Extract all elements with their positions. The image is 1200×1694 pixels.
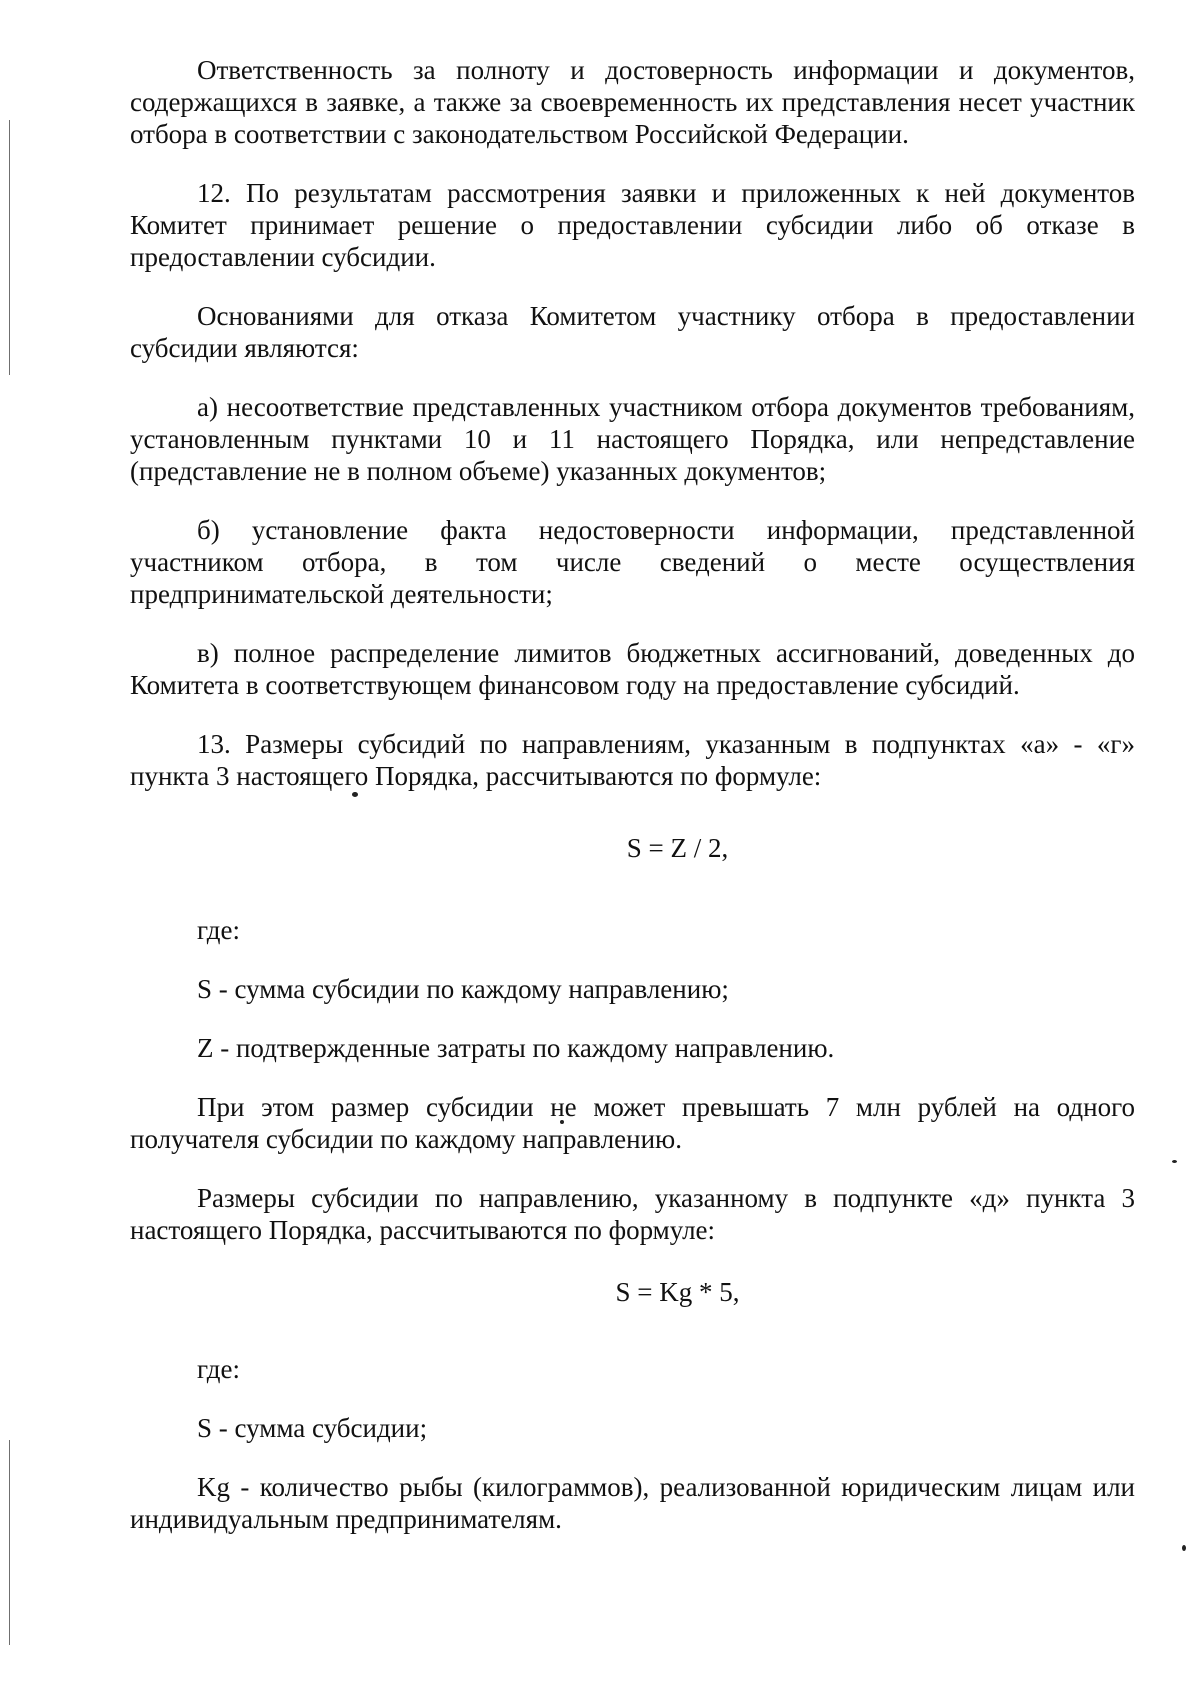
formula-s-equals-z-div-2: S = Z / 2, — [626, 833, 729, 863]
definition-kg: Kg - количество рыбы (килограммов), реализованной юридическим лицам или индивидуальным предпринимателям. — [130, 1472, 1135, 1534]
paragraph-refusal-b: б) установление факта недостоверности информации, представленной участником отбора, в том числе сведений о месте осуществления предпринимательской деятельности; — [130, 515, 1135, 609]
paragraph-12-decision: 12. По результатам рассмотрения заявки и приложенных к ней документов Комитет принимает решение о предоставлении субсидии либо об отказе в предоставлении субсидии. — [130, 178, 1135, 272]
definition-z: Z - подтвержденные затраты по каждому направлению. — [197, 1033, 835, 1063]
scan-speck — [1172, 1160, 1177, 1163]
paragraph-max-subsidy: При этом размер субсидии не может превышать 7 млн рублей на одного получателя субсидии по каждому направлению. — [130, 1092, 1135, 1154]
where-label: где: — [197, 1354, 240, 1384]
left-margin-line-bottom — [9, 1440, 10, 1645]
paragraph-grounds-for-refusal: Основаниями для отказа Комитетом участнику отбора в предоставлении субсидии являются: — [130, 301, 1135, 363]
formula-s-equals-kg-times-5: S = Kg * 5, — [615, 1277, 740, 1307]
paragraph-13-subsidy-size: 13. Размеры субсидий по направлениям, указанным в подпунктах «а» - «г» пункта 3 настоящего Порядка, рассчитываются по формуле: — [130, 729, 1135, 791]
document-body — [130, 54, 1135, 1562]
scan-speck — [1182, 1545, 1186, 1551]
where-label: где: — [197, 915, 240, 945]
paragraph-subsidy-d: Размеры субсидии по направлению, указанному в подпункте «д» пункта 3 настоящего Порядка, рассчитываются по формуле: — [130, 1183, 1135, 1245]
paragraph-refusal-a: а) несоответствие представленных участником отбора документов требованиям, установленным пунктами 10 и 11 настоящего Порядка, или непредставление (представление не в полном объеме) указанных документов; — [130, 392, 1135, 486]
paragraph-refusal-c: в) полное распределение лимитов бюджетных ассигнований, доведенных до Комитета в соответствующем финансовом году на предоставление субсидий. — [130, 638, 1135, 700]
left-margin-line-top — [9, 120, 10, 375]
definition-s: S - сумма субсидии; — [197, 1413, 428, 1443]
paragraph-responsibility: Ответственность за полноту и достоверность информации и документов, содержащихся в заявке, а также за своевременность их представления несет участник отбора в соответствии с законодательством Российской Федерации. — [130, 55, 1135, 149]
definition-s: S - сумма субсидии по каждому направлению; — [197, 974, 729, 1004]
